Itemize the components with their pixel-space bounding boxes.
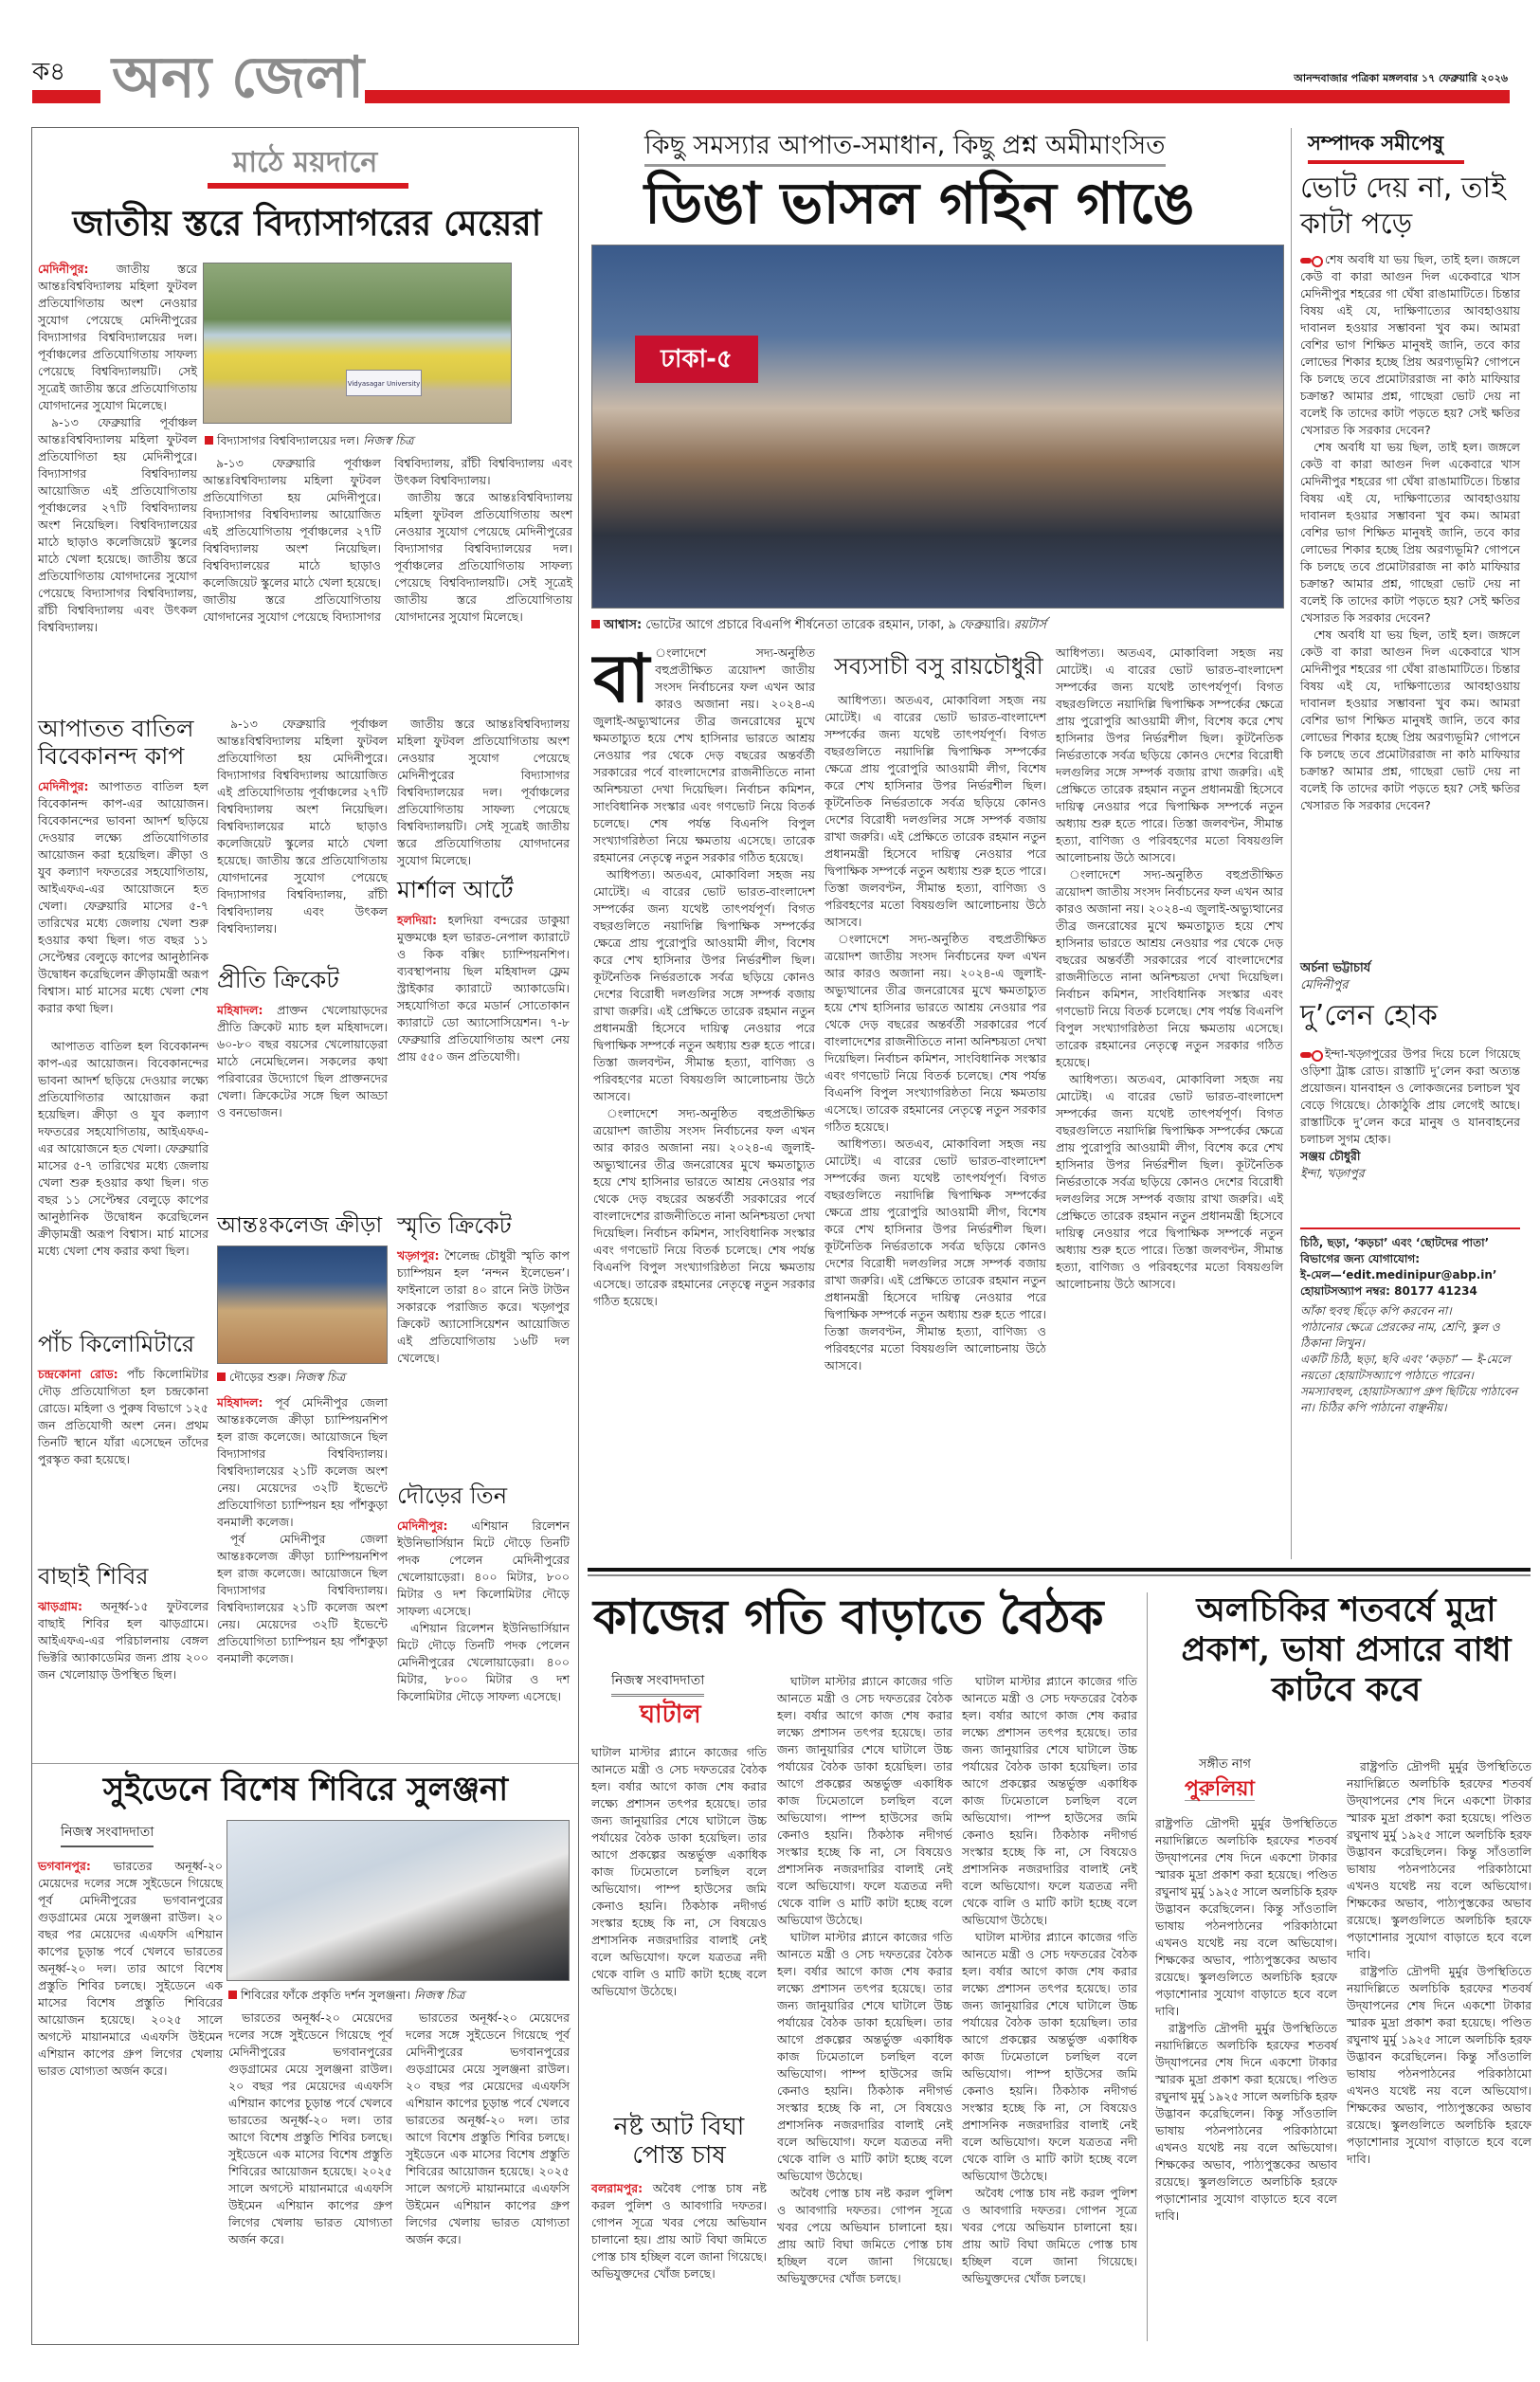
ghatal-place: ঘাটাল: [640, 1700, 701, 1729]
brief-race-three: দৌড়ের তিন মেদিনীপুর: এশিয়ান রিলেশন ইউনিভার্সিয়ান মিটে দৌড়ে তিনটি পদক পেলেন মেদিনীপুরের খেলোয়াড়েরা। ৪০০ মিটার, ৮০০ মিটার ও দশ কিলোমিটার দৌড়ে সাফল্য এসেছে। এশিয়ান রিলেশন ইউনিভার্সিয়ান মিটে দৌড়ে তিনটি পদক পেলেন মেদিনীপুরের খেলোয়াড়েরা। ৪০০ মিটার, ৮০০ মিটার ও দশ কিলোমিটার দৌড়ে সাফল্য এসেছে।: [397, 1482, 570, 1703]
olchiki-story: [1151, 1583, 1535, 2341]
double-rule: [588, 1568, 1531, 1572]
column-rule: [1147, 1592, 1148, 2341]
brief-5km: পাঁচ কিলোমিটারে চন্দ্রকোনা রোড: পাঁচ কিলোমিটার দৌড় প্রতিযোগিতা হল চন্দ্রকোনা রোডে। মহিলা ও পুরুষ বিভাগে ১২৫ জন প্রতিযোগী অংশ নেন। প্রথম তিনটি স্থানে যাঁরা এসেছেন তাঁদের পুরস্কৃত করা হয়েছে।: [38, 1331, 208, 1466]
sweden-caption: শিবিরের ফাঁকে প্রকৃতি দর্শন সুলঞ্জনা। নিজস্ব চিত্র: [228, 1988, 464, 2007]
sweden-byline: নিজস্ব সংবাদদাতা: [61, 1825, 154, 1847]
drop-cap: বা: [593, 639, 650, 718]
sweden-text: ভগবানপুর: ভারতের অনূর্ধ্ব-২০ মেয়েদের দলের সঙ্গে সুইডেনে গিয়েছে পূর্ব মেদিনীপুরের ভগবানপুরের গুড়গ্রামের মেয়ে সুলঞ্জনা রাউল। ২০ বছর পর মেয়েদের এএফসি এশিয়ান কাপের চূড়ান্ত পর্বে খেলবে ভারতের অনূর্ধ্ব-২০ দল। তার আগে বিশেষ প্রস্তুতি শিবির চলছে। সুইডেনে এক মাসের বিশেষ প্রস্তুতি শিবিরের আয়োজন হয়েছে। ২০২৫ সালে অগস্টে মায়ানমারে এএফসি উইমেন এশিয়ান কাপের গ্রুপ লিগের খেলায় ভারত যোগ্যতা অর্জন করে।: [38, 1859, 223, 2078]
main-photo: [591, 245, 1284, 609]
letter-1-text: শেষ অবধি যা ভয় ছিল, তাই হল। জঙ্গলে কেউ বা কারা আগুন দিল একেবারে খাস মেদিনীপুর শহরের গা ঘেঁষা রাঙামাটিতে। চিন্তার বিষয় এই যে, দাক্ষিণাত্যের আবহাওয়ায় দাবানল হওয়ার সম্ভাবনা খুব কম। আমরা বেশির ভাগ শিক্ষিত মানুষই জানি, তবে কার লোভের শিকার হচ্ছে প্রিয় অরণ্যভূমি? গোপনে কি চলছে তবে প্রমোটাররাজ না কাঠ মাফিয়ার চক্রান্ত? আমার প্রশ্ন, গাছেরা ভোট দেয় না বলেই কি তাদের কাটা পড়তে হয়? সেই ক্ষতির খেসারত কি সরকার দেবেন? শেষ অবধি যা ভয় ছিল, তাই হল। জঙ্গলে কেউ বা কারা আগুন দিল একেবারে খাস মেদিনীপুর শহরের গা ঘেঁষা রাঙামাটিতে। চিন্তার বিষয় এই যে, দাক্ষিণাত্যের আবহাওয়ায় দাবানল হওয়ার সম্ভাবনা খুব কম। আমরা বেশির ভাগ শিক্ষিত মানুষই জানি, তবে কার লোভের শিকার হচ্ছে প্রিয় অরণ্যভূমি? গোপনে কি চলছে তবে প্রমোটাররাজ না কাঠ মাফিয়ার চক্রান্ত? আমার প্রশ্ন, গাছেরা ভোট দেয় না বলেই কি তাদের কাটা পড়তে হয়? সেই ক্ষতির খেসারত কি সরকার দেবেন? শেষ অবধি যা ভয় ছিল, তাই হল। জঙ্গলে কেউ বা কারা আগুন দিল একেবারে খাস মেদিনীপুর শহরের গা ঘেঁষা রাঙামাটিতে। চিন্তার বিষয় এই যে, দাক্ষিণাত্যের আবহাওয়ায় দাবানল হওয়ার সম্ভাবনা খুব কম। আমরা বেশির ভাগ শিক্ষিত মানুষই জানি, তবে কার লোভের শিকার হচ্ছে প্রিয় অরণ্যভূমি? গোপনে কি চলছে তবে প্রমোটাররাজ না কাঠ মাফিয়ার চক্রান্ত? আমার প্রশ্ন, গাছেরা ভোট দেয় না বলেই কি তাদের কাটা পড়তে হয়? সেই ক্ষতির খেসারত কি সরকার দেবেন?: [1300, 252, 1520, 812]
page-number: ক৪: [32, 58, 66, 86]
brief-camp: বাছাই শিবির ঝাড়গ্রাম: অনূর্ধ্ব-১৫ ফুটবলের বাছাই শিবির হল ঝাড়গ্রামে। আইএফএ-এর পরিচালনায় বেঙ্গল ভিক্টরি অ্যাকাডেমির জন্য প্রায় ২০০ জন খেলোয়াড় উপস্থিত ছিল।: [38, 1563, 208, 1682]
brief-friendly-cricket: প্রীতি ক্রিকেট মহিষাদল: প্রাক্তন খেলোয়াড়দের প্রীতি ক্রিকেট ম্যাচ হল মহিষাদলে। ৬০-৮০ বছর বয়সের খেলোয়াড়েরা মাঠে নেমেছিলেন। সকলের কথা পরিবারের উদ্যোগে ছিল প্রাক্তনদের খেলা। ক্রিকেটের সঙ্গে ছিল আড্ডা ও বনভোজন।: [217, 966, 388, 1119]
olchiki-place: পুরুলিয়া: [1185, 1776, 1255, 1801]
masthead: [0, 0, 1540, 114]
brief-martial-arts: মার্শাল আর্টে হলদিয়া: হলদিয়া বন্দরের ডাকুয়া মুক্তমঞ্চে হল ভারত-নেপাল ক্যারাটে ও কিক বক্সিং চ্যাম্পিয়নশিপ। ব্যবস্থাপনায় ছিল মহিষাদল ফ্লেম স্ট্রাইকার ক্যারাটে অ্যাকাডেমি। সহযোগিতা করে মডার্ন সোতোকান ক্যারাটে ডো অ্যাসোসিয়েশন। ৭-৮ ফেব্রুয়ারি প্রতিযোগিতায় অংশ নেয় প্রায় ৫৫০ জন প্রতিযোগী।: [397, 876, 570, 1064]
letter-1-signature: অর্চনা ভট্টাচার্য মেদিনীপুর: [1300, 961, 1371, 992]
ghatal-col2: ঘাটাল মাস্টার প্ল্যানে কাজের গতি আনতে মন্ত্রী ও সেচ দফতরের বৈঠক হল। বর্ষার আগে কাজ শেষ করার লক্ষ্যে প্রশাসন তৎপর হয়েছে। তার জন্য জানুয়ারির শেষে ঘাটালে উচ্চ পর্যায়ের বৈঠক ডাকা হয়েছিল। তার আগে প্রকল্পের অন্তর্ভুক্ত একাধিক কাজ ঢিমেতালে চলছিল বলে অভিযোগ। পাম্প হাউসের জমি কেনাও হয়নি। ঠিকঠাক নদীগর্ভ সংস্কার হচ্ছে কি না, সে বিষয়েও প্রশাসনিক নজরদারির বালাই নেই বলে অভিযোগ। ফলে যত্রতত্র নদী থেকে বালি ও মাটি কাটা হচ্ছে বলে অভিযোগ উঠেছে। ঘাটাল মাস্টার প্ল্যানে কাজের গতি আনতে মন্ত্রী ও সেচ দফতরের বৈঠক হল। বর্ষার আগে কাজ শেষ করার লক্ষ্যে প্রশাসন তৎপর হয়েছে। তার জন্য জানুয়ারির শেষে ঘাটালে উচ্চ পর্যায়ের বৈঠক ডাকা হয়েছিল। তার আগে প্রকল্পের অন্তর্ভুক্ত একাধিক কাজ ঢিমেতালে চলছিল বলে অভিযোগ। পাম্প হাউসের জমি কেনাও হয়নি। ঠিকঠাক নদীগর্ভ সংস্কার হচ্ছে কি না, সে বিষয়েও প্রশাসনিক নজরদারির বালাই নেই বলে অভিযোগ। ফলে যত্রতত্র নদী থেকে বালি ও মাটি কাটা হচ্ছে বলে অভিযোগ উঠেছে। অবৈধ পোস্ত চাষ নষ্ট করল পুলিশ ও আবগারি দফতর। গোপন সূত্রে খবর পেয়ে অভিযান চালানো হয়। প্রায় আট বিঘা জমিতে পোস্ত চাষ হচ্ছিল বলে জানা গিয়েছে। অভিযুক্তদের খোঁজ চলছে।: [777, 1674, 952, 2285]
olchiki-byline: সঙ্গীত নাগ: [1199, 1757, 1251, 1772]
brief-intercollege: আন্তঃকলেজ ক্রীড়া দৌড়ের শুরু। নিজস্ব চিত্র মহিষাদল: পূর্ব মেদিনীপুর জেলা আন্তঃকলেজ ক্রীড়া চ্যাম্পিয়নশিপ হল রাজ কলেজে। আয়োজনে ছিল বিদ্যাসাগর বিশ্ববিদ্যালয়। বিশ্ববিদ্যালয়ের ২১টি কলেজ অংশ নেয়। মেয়েদের ৩২টি ইভেন্টে প্রতিযোগিতা চ্যাম্পিয়ন হয় পাঁশকুড়া বনমালী কলেজ। পূর্ব মেদিনীপুর জেলা আন্তঃকলেজ ক্রীড়া চ্যাম্পিয়নশিপ হল রাজ কলেজে। আয়োজনে ছিল বিদ্যাসাগর বিশ্ববিদ্যালয়। বিশ্ববিদ্যালয়ের ২১টি কলেজ অংশ নেয়। মেয়েদের ৩২টি ইভেন্টে প্রতিযোগিতা চ্যাম্পিয়ন হয় পাঁশকুড়া বনমালী কলেজ।: [217, 1213, 388, 1666]
main-col3: আধিপত্য। অতএব, মোকাবিলা সহজ নয় মোটেই। এ বারের ভোট ভারত-বাংলাদেশ সম্পর্কের জন্য যথেষ্ট তাৎপর্যপূর্ণ। বিগত বছরগুলিতে নয়াদিল্লি দ্বিপাক্ষিক সম্পর্কের ক্ষেত্রে প্রায় পুরোপুরি আওয়ামী লীগ, বিশেষ করে শেখ হাসিনার উপর নির্ভরশীল ছিল। কূটনৈতিক নির্ভরতাকে সর্বত্র ছড়িয়ে কোনও দেশের বিরোধী দলগুলির সঙ্গে সম্পর্ক বজায় রাখা জরুরি। এই প্রেক্ষিতে তারেক রহমান নতুন প্রধানমন্ত্রী হিসেবে দায়িত্ব নেওয়ার পরে দ্বিপাক্ষিক সম্পর্কে নতুন অধ্যায় শুরু হতে পারে। তিস্তা জলবণ্টন, সীমান্ত হত্যা, বাণিজ্য ও পরিবহণের মতো বিষয়গুলি আলোচনায় উঠে আসবে। ংলাদেশে সদ্য-অনুষ্ঠিত বহুপ্রতীক্ষিত ত্রয়োদশ জাতীয় সংসদ নির্বাচনের ফল এখন আর কারও অজানা নয়। ২০২৪-এ জুলাই-অভ্যুত্থানের তীব্র জনরোষের মুখে ক্ষমতাচ্যুত হয়ে শেখ হাসিনার ভারতে আশ্রয় নেওয়ার পর থেকে দেড় বছরের অন্তর্বর্তী সরকারের পর্বে বাংলাদেশের রাজনীতিতে নানা অনিশ্চয়তা দেখা দিয়েছিল। নির্বাচন কমিশন, সাংবিধানিক সংস্কার এবং গণভোট নিয়ে বিতর্ক চলেছে। শেষ পর্যন্ত বিএনপি বিপুল সংখ্যাগরিষ্ঠতা নিয়ে ক্ষমতায় এসেছে। তারেক রহমানের নেতৃত্বে নতুন সরকার গঠিত হয়েছে। আধিপত্য। অতএব, মোকাবিলা সহজ নয় মোটেই। এ বারের ভোট ভারত-বাংলাদেশ সম্পর্কের জন্য যথেষ্ট তাৎপর্যপূর্ণ। বিগত বছরগুলিতে নয়াদিল্লি দ্বিপাক্ষিক সম্পর্কের ক্ষেত্রে প্রায় পুরোপুরি আওয়ামী লীগ, বিশেষ করে শেখ হাসিনার উপর নির্ভরশীল ছিল। কূটনৈতিক নির্ভরতাকে সর্বত্র ছড়িয়ে কোনও দেশের বিরোধী দলগুলির সঙ্গে সম্পর্ক বজায় রাখা জরুরি। এই প্রেক্ষিতে তারেক রহমান নতুন প্রধানমন্ত্রী হিসেবে দায়িত্ব নেওয়ার পরে দ্বিপাক্ষিক সম্পর্কে নতুন অধ্যায় শুরু হতে পারে। তিস্তা জলবণ্টন, সীমান্ত হত্যা, বাণিজ্য ও পরিবহণের মতো বিষয়গুলি আলোচনায় উঠে আসবে।: [1056, 646, 1283, 1291]
letters-section-title: সম্পাদক সমীপেষু: [1308, 132, 1444, 155]
ghatal-col3: ঘাটাল মাস্টার প্ল্যানে কাজের গতি আনতে মন্ত্রী ও সেচ দফতরের বৈঠক হল। বর্ষার আগে কাজ শেষ করার লক্ষ্যে প্রশাসন তৎপর হয়েছে। তার জন্য জানুয়ারির শেষে ঘাটালে উচ্চ পর্যায়ের বৈঠক ডাকা হয়েছিল। তার আগে প্রকল্পের অন্তর্ভুক্ত একাধিক কাজ ঢিমেতালে চলছিল বলে অভিযোগ। পাম্প হাউসের জমি কেনাও হয়নি। ঠিকঠাক নদীগর্ভ সংস্কার হচ্ছে কি না, সে বিষয়েও প্রশাসনিক নজরদারির বালাই নেই বলে অভিযোগ। ফলে যত্রতত্র নদী থেকে বালি ও মাটি কাটা হচ্ছে বলে অভিযোগ উঠেছে। ঘাটাল মাস্টার প্ল্যানে কাজের গতি আনতে মন্ত্রী ও সেচ দফতরের বৈঠক হল। বর্ষার আগে কাজ শেষ করার লক্ষ্যে প্রশাসন তৎপর হয়েছে। তার জন্য জানুয়ারির শেষে ঘাটালে উচ্চ পর্যায়ের বৈঠক ডাকা হয়েছিল। তার আগে প্রকল্পের অন্তর্ভুক্ত একাধিক কাজ ঢিমেতালে চলছিল বলে অভিযোগ। পাম্প হাউসের জমি কেনাও হয়নি। ঠিকঠাক নদীগর্ভ সংস্কার হচ্ছে কি না, সে বিষয়েও প্রশাসনিক নজরদারির বালাই নেই বলে অভিযোগ। ফলে যত্রতত্র নদী থেকে বালি ও মাটি কাটা হচ্ছে বলে অভিযোগ উঠেছে। অবৈধ পোস্ত চাষ নষ্ট করল পুলিশ ও আবগারি দফতর। গোপন সূত্রে খবর পেয়ে অভিযান চালানো হয়। প্রায় আট বিঘা জমিতে পোস্ত চাষ হচ্ছিল বলে জানা গিয়েছে। অভিযুক্তদের খোঁজ চলছে।: [962, 1674, 1137, 2285]
contact-email[interactable]: ই-মেল—‘edit.medinipur@abp.in’: [1300, 1268, 1497, 1282]
letters-rule: [1291, 128, 1292, 1559]
main-caption: আশ্বাস: ভোটের আগে প্রচারে বিএনপি শীর্ষনেতা তারেক রহমান, ঢাকা, ৯ ফেব্রুয়ারি। রয়টার্স: [591, 616, 1046, 636]
section-title: অন্য জেলা: [112, 45, 365, 111]
main-col2: আধিপত্য। অতএব, মোকাবিলা সহজ নয় মোটেই। এ বারের ভোট ভারত-বাংলাদেশ সম্পর্কের জন্য যথেষ্ট তাৎপর্যপূর্ণ। বিগত বছরগুলিতে নয়াদিল্লি দ্বিপাক্ষিক সম্পর্কের ক্ষেত্রে প্রায় পুরোপুরি আওয়ামী লীগ, বিশেষ করে শেখ হাসিনার উপর নির্ভরশীল ছিল। কূটনৈতিক নির্ভরতাকে সর্বত্র ছড়িয়ে কোনও দেশের বিরোধী দলগুলির সঙ্গে সম্পর্ক বজায় রাখা জরুরি। এই প্রেক্ষিতে তারেক রহমান নতুন প্রধানমন্ত্রী হিসেবে দায়িত্ব নেওয়ার পরে দ্বিপাক্ষিক সম্পর্কে নতুন অধ্যায় শুরু হতে পারে। তিস্তা জলবণ্টন, সীমান্ত হত্যা, বাণিজ্য ও পরিবহণের মতো বিষয়গুলি আলোচনায় উঠে আসবে। ংলাদেশে সদ্য-অনুষ্ঠিত বহুপ্রতীক্ষিত ত্রয়োদশ জাতীয় সংসদ নির্বাচনের ফল এখন আর কারও অজানা নয়। ২০২৪-এ জুলাই-অভ্যুত্থানের তীব্র জনরোষের মুখে ক্ষমতাচ্যুত হয়ে শেখ হাসিনার ভারতে আশ্রয় নেওয়ার পর থেকে দেড় বছরের অন্তর্বর্তী সরকারের পর্বে বাংলাদেশের রাজনীতিতে নানা অনিশ্চয়তা দেখা দিয়েছিল। নির্বাচন কমিশন, সাংবিধানিক সংস্কার এবং গণভোট নিয়ে বিতর্ক চলেছে। শেষ পর্যন্ত বিএনপি বিপুল সংখ্যাগরিষ্ঠতা নিয়ে ক্ষমতায় এসেছে। তারেক রহমানের নেতৃত্বে নতুন সরকার গঠিত হয়েছে। আধিপত্য। অতএব, মোকাবিলা সহজ নয় মোটেই। এ বারের ভোট ভারত-বাংলাদেশ সম্পর্কের জন্য যথেষ্ট তাৎপর্যপূর্ণ। বিগত বছরগুলিতে নয়াদিল্লি দ্বিপাক্ষিক সম্পর্কের ক্ষেত্রে প্রায় পুরোপুরি আওয়ামী লীগ, বিশেষ করে শেখ হাসিনার উপর নির্ভরশীল ছিল। কূটনৈতিক নির্ভরতাকে সর্বত্র ছড়িয়ে কোনও দেশের বিরোধী দলগুলির সঙ্গে সম্পর্ক বজায় রাখা জরুরি। এই প্রেক্ষিতে তারেক রহমান নতুন প্রধানমন্ত্রী হিসেবে দায়িত্ব নেওয়ার পরে দ্বিপাক্ষিক সম্পর্কে নতুন অধ্যায় শুরু হতে পারে। তিস্তা জলবণ্টন, সীমান্ত হত্যা, বাণিজ্য ও পরিবহণের মতো বিষয়গুলি আলোচনায় উঠে আসবে।: [824, 693, 1046, 1373]
contact-whatsapp: হোয়াটসঅ্যাপ নম্বর: 80177 41234: [1300, 1284, 1477, 1298]
brief-memorial-cricket: স্মৃতি ক্রিকেট খড়্গপুর: শৈলেন্দ্র চৌধুরী স্মৃতি কাপ চ্যাম্পিয়ন হল ‘নন্দন ইলেভেন’। ফাইনালে তারা ৪০ রানে নিউ টাউন সকারকে পরাজিত করে। খড়্গপুর ক্রিকেট অ্যাসোসিয়েশন আয়োজিত এই প্রতিযোগিতায় ১৬টি দল খেলেছে।: [397, 1212, 571, 1365]
red-bar-left: [32, 90, 100, 103]
divider: [32, 1763, 578, 1764]
letter-2-text: ইন্দা-খড়্গপুরের উপর দিয়ে চলে গিয়েছে ওড়িশা ট্রাঙ্ক রোড। রাস্তাটি দু’লেন করা অত্যন্ত প্রয়োজন। যানবাহন ও লোকজনের চলাচল খুব বেড়ে গিয়েছে। ঠোকাঠুকি প্রায় লেগেই আছে। রাস্তাটিকে দু’লেন করে মানুষ ও যানবাহনের চলাচল সুগম হোক। সঞ্জয় চৌধুরী ইন্দা, খড়্গপুর: [1300, 1046, 1520, 1180]
main-story: [588, 123, 1287, 1564]
kicker: কিছু সমস্যার আপাত-সমাধান, কিছু প্রশ্ন অমীমাংসিত: [644, 131, 1166, 167]
vivekananda-cont: আপাতত বাতিল হল বিবেকানন্দ কাপ-এর আয়োজন। বিবেকানন্দের ভাবনা আদর্শ ছড়িয়ে দেওয়ার লক্ষ্যে প্রতিযোগিতার আয়োজন করা হয়েছিল। ক্রীড়া ও যুব কল্যাণ দফতরের সহযোগিতায়, আইএফএ-এর আয়োজনে হত খেলা। ফেব্রুয়ারি মাসের ৫-৭ তারিখের মধ্যে জেলায় খেলা শুরু হওয়ার কথা ছিল। গত বছর ১১ সেপ্টেম্বর বেলুড়ে কাপের আনুষ্ঠানিক উদ্বোধন করেছিলেন ক্রীড়ামন্ত্রী অরূপ বিশ্বাস। মার্চ মাসের মধ্যে খেলা শেষ করার কথা ছিল।: [38, 1039, 208, 1258]
main-headline: ডিঙা ভাসল গহিন গাঙে: [644, 171, 1195, 237]
olchiki-headline: অলচিকির শতবর্ষে মুদ্রা প্রকাশ, ভাষা প্রসারে বাধা কাটবে কবে: [1181, 1591, 1512, 1709]
ghatal-story: [588, 1583, 1142, 2341]
letter-arrow-icon: [1300, 1050, 1321, 1060]
double-rule-2: [588, 1574, 1531, 1576]
main-col1: বা ংলাদেশে সদ্য-অনুষ্ঠিত বহুপ্রতীক্ষিত ত্রয়োদশ জাতীয় সংসদ নির্বাচনের ফল এখন আর কারও অজানা নয়। ২০২৪-এ জুলাই-অভ্যুত্থানের তীব্র জনরোষের মুখে ক্ষমতাচ্যুত হয়ে শেখ হাসিনার ভারতে আশ্রয় নেওয়ার পর থেকে দেড় বছরের অন্তর্বর্তী সরকারের পর্বে বাংলাদেশের রাজনীতিতে নানা অনিশ্চয়তা দেখা দিয়েছিল। নির্বাচন কমিশন, সাংবিধানিক সংস্কার এবং গণভোট নিয়ে বিতর্ক চলেছে। শেষ পর্যন্ত বিএনপি বিপুল সংখ্যাগরিষ্ঠতা নিয়ে ক্ষমতায় এসেছে। তারেক রহমানের নেতৃত্বে নতুন সরকার গঠিত হয়েছে। আধিপত্য। অতএব, মোকাবিলা সহজ নয় মোটেই। এ বারের ভোট ভারত-বাংলাদেশ সম্পর্কের জন্য যথেষ্ট তাৎপর্যপূর্ণ। বিগত বছরগুলিতে নয়াদিল্লি দ্বিপাক্ষিক সম্পর্কের ক্ষেত্রে প্রায় পুরোপুরি আওয়ামী লীগ, বিশেষ করে শেখ হাসিনার উপর নির্ভরশীল ছিল। কূটনৈতিক নির্ভরতাকে সর্বত্র ছড়িয়ে কোনও দেশের বিরোধী দলগুলির সঙ্গে সম্পর্ক বজায় রাখা জরুরি। এই প্রেক্ষিতে তারেক রহমান নতুন প্রধানমন্ত্রী হিসেবে দায়িত্ব নেওয়ার পরে দ্বিপাক্ষিক সম্পর্কে নতুন অধ্যায় শুরু হতে পারে। তিস্তা জলবণ্টন, সীমান্ত হত্যা, বাণিজ্য ও পরিবহণের মতো বিষয়গুলি আলোচনায় উঠে আসবে। ংলাদেশে সদ্য-অনুষ্ঠিত বহুপ্রতীক্ষিত ত্রয়োদশ জাতীয় সংসদ নির্বাচনের ফল এখন আর কারও অজানা নয়। ২০২৪-এ জুলাই-অভ্যুত্থানের তীব্র জনরোষের মুখে ক্ষমতাচ্যুত হয়ে শেখ হাসিনার ভারতে আশ্রয় নেওয়ার পর থেকে দেড় বছরের অন্তর্বর্তী সরকারের পর্বে বাংলাদেশের রাজনীতিতে নানা অনিশ্চয়তা দেখা দিয়েছিল। নির্বাচন কমিশন, সাংবিধানিক সংস্কার এবং গণভোট নিয়ে বিতর্ক চলেছে। শেষ পর্যন্ত বিএনপি বিপুল সংখ্যাগরিষ্ঠতা নিয়ে ক্ষমতায় এসেছে। তারেক রহমানের নেতৃত্বে নতুন সরকার গঠিত হয়েছে।: [593, 639, 815, 1308]
red-bar-right: [365, 90, 1510, 103]
race-photo: [217, 1246, 388, 1364]
sweden-photo: [226, 1820, 570, 1981]
section-underline: [208, 183, 408, 189]
team-photo: [203, 263, 512, 424]
banner: Vidyasagar University: [346, 370, 422, 396]
dateline: আনন্দবাজার পত্রিকা মঙ্গলবার ১৭ ফেব্রুয়ারি ২০২৬: [1294, 72, 1508, 84]
sweden-headline: সুইডেনে বিশেষ শিবিরে সুলঞ্জনা: [102, 1771, 509, 1809]
poppy-story: নষ্ট আট বিঘা পোস্ত চাষ বলরামপুর: অবৈধ পোস্ত চাষ নষ্ট করল পুলিশ ও আবগারি দফতর। গোপন সূত্রে খবর পেয়ে অভিযান চালানো হয়। প্রায় আট বিঘা জমিতে পোস্ত চাষ হচ্ছিল বলে জানা গিয়েছে। অভিযুক্তদের খোঁজ চলছে।: [591, 2113, 767, 2281]
ghatal-byline: নিজস্ব সংবাদদাতা: [611, 1673, 704, 1697]
lead-text-col1: মেদিনীপুর: জাতীয় স্তরে আন্তঃবিশ্ববিদ্যালয় মহিলা ফুটবল প্রতিযোগিতায় অংশ নেওয়ার সুযোগ পেয়েছে মেদিনীপুরের বিদ্যাসাগর বিশ্ববিদ্যালয়ের দল। পূর্বাঞ্চলের প্রতিযোগিতায় সাফল্য পেয়েছে বিশ্ববিদ্যালয়টি। সেই সূত্রেই জাতীয় স্তরে প্রতিযোগিতায় যোগদানের সুযোগ মিলেছে। ৯-১৩ ফেব্রুয়ারি পূর্বাঞ্চল আন্তঃবিশ্ববিদ্যালয় মহিলা ফুটবল প্রতিযোগিতা হয় মেদিনীপুরে। বিদ্যাসাগর বিশ্ববিদ্যালয় আয়োজিত এই প্রতিযোগিতায় পূর্বাঞ্চলের ২৭টি বিশ্ববিদ্যালয় অংশ নিয়েছিল। বিশ্ববিদ্যালয়ের মাঠে ছাড়াও কলেজিয়েট স্কুলের মাঠে খেলা হয়েছে। জাতীয় স্তরে প্রতিযোগিতায় যোগদানের সুযোগ পেয়েছে বিদ্যাসাগর বিশ্ববিদ্যালয়, রাঁচী বিশ্ববিদ্যালয় এবং উৎকল বিশ্ববিদ্যালয়।: [38, 262, 197, 634]
letter-arrow-icon: [1300, 256, 1321, 265]
sports-section-title: মাঠে ময়দানে: [232, 146, 378, 179]
olchiki-col2: রাষ্ট্রপতি দ্রৌপদী মুর্মুর উপস্থিতিতে নয়াদিল্লিতে অলচিকি হরফের শতবর্ষ উদ্‌যাপনের শেষ দিনে একশো টাকার স্মারক মুদ্রা প্রকাশ করা হয়েছে। পণ্ডিত রঘুনাথ মুর্মু ১৯২৫ সালে অলচিকি হরফ উদ্ভাবন করেছিলেন। কিন্তু সাঁওতালি ভাষায় পঠনপাঠনের পরিকাঠামো এখনও যথেষ্ট নয় বলে অভিযোগ। শিক্ষকের অভাব, পাঠ্যপুস্তকের অভাব রয়েছে। স্কুলগুলিতে অলচিকি হরফে পড়াশোনার সুযোগ বাড়াতে হবে বলে দাবি। রাষ্ট্রপতি দ্রৌপদী মুর্মুর উপস্থিতিতে নয়াদিল্লিতে অলচিকি হরফের শতবর্ষ উদ্‌যাপনের শেষ দিনে একশো টাকার স্মারক মুদ্রা প্রকাশ করা হয়েছে। পণ্ডিত রঘুনাথ মুর্মু ১৯২৫ সালে অলচিকি হরফ উদ্ভাবন করেছিলেন। কিন্তু সাঁওতালি ভাষায় পঠনপাঠনের পরিকাঠামো এখনও যথেষ্ট নয় বলে অভিযোগ। শিক্ষকের অভাব, পাঠ্যপুস্তকের অভাব রয়েছে। স্কুলগুলিতে অলচিকি হরফে পড়াশোনার সুযোগ বাড়াতে হবে বলে দাবি।: [1347, 1759, 1531, 2166]
team-photo-caption: বিদ্যাসাগর বিশ্ববিদ্যালয়ের দল। নিজস্ব চিত্র: [205, 433, 414, 452]
lead-text-cols: ৯-১৩ ফেব্রুয়ারি পূর্বাঞ্চল আন্তঃবিশ্ববিদ্যালয় মহিলা ফুটবল প্রতিযোগিতা হয় মেদিনীপুরে। বিদ্যাসাগর বিশ্ববিদ্যালয় আয়োজিত এই প্রতিযোগিতায় পূর্বাঞ্চলের ২৭টি বিশ্ববিদ্যালয় অংশ নিয়েছিল। বিশ্ববিদ্যালয়ের মাঠে ছাড়াও কলেজিয়েট স্কুলের মাঠে খেলা হয়েছে। জাতীয় স্তরে প্রতিযোগিতায় যোগদানের সুযোগ পেয়েছে বিদ্যাসাগর বিশ্ববিদ্যালয়, রাঁচী বিশ্ববিদ্যালয় এবং উৎকল বিশ্ববিদ্যালয়। জাতীয় স্তরে আন্তঃবিশ্ববিদ্যালয় মহিলা ফুটবল প্রতিযোগিতায় অংশ নেওয়ার সুযোগ পেয়েছে মেদিনীপুরের বিদ্যাসাগর বিশ্ববিদ্যালয়ের দল। পূর্বাঞ্চলের প্রতিযোগিতায় সাফল্য পেয়েছে বিশ্ববিদ্যালয়টি। সেই সূত্রেই জাতীয় স্তরে প্রতিযোগিতায় যোগদানের সুযোগ মিলেছে।: [203, 456, 572, 624]
olchiki-col1: রাষ্ট্রপতি দ্রৌপদী মুর্মুর উপস্থিতিতে নয়াদিল্লিতে অলচিকি হরফের শতবর্ষ উদ্‌যাপনের শেষ দিনে একশো টাকার স্মারক মুদ্রা প্রকাশ করা হয়েছে। পণ্ডিত রঘুনাথ মুর্মু ১৯২৫ সালে অলচিকি হরফ উদ্ভাবন করেছিলেন। কিন্তু সাঁওতালি ভাষায় পঠনপাঠনের পরিকাঠামো এখনও যথেষ্ট নয় বলে অভিযোগ। শিক্ষকের অভাব, পাঠ্যপুস্তকের অভাব রয়েছে। স্কুলগুলিতে অলচিকি হরফে পড়াশোনার সুযোগ বাড়াতে হবে বলে দাবি। রাষ্ট্রপতি দ্রৌপদী মুর্মুর উপস্থিতিতে নয়াদিল্লিতে অলচিকি হরফের শতবর্ষ উদ্‌যাপনের শেষ দিনে একশো টাকার স্মারক মুদ্রা প্রকাশ করা হয়েছে। পণ্ডিত রঘুনাথ মুর্মু ১৯২৫ সালে অলচিকি হরফ উদ্ভাবন করেছিলেন। কিন্তু সাঁওতালি ভাষায় পঠনপাঠনের পরিকাঠামো এখনও যথেষ্ট নয় বলে অভিযোগ। শিক্ষকের অভাব, পাঠ্যপুস্তকের অভাব রয়েছে। স্কুলগুলিতে অলচিকি হরফে পড়াশোনার সুযোগ বাড়াতে হবে বলে দাবি।: [1155, 1816, 1337, 2223]
byline: সব্যসাচী বসু রায়চৌধুরী: [834, 653, 1043, 680]
letter-2-headline: দু’লেন হোক: [1300, 999, 1438, 1032]
ghatal-col1: ঘাটাল মাস্টার প্ল্যানে কাজের গতি আনতে মন্ত্রী ও সেচ দফতরের বৈঠক হল। বর্ষার আগে কাজ শেষ করার লক্ষ্যে প্রশাসন তৎপর হয়েছে। তার জন্য জানুয়ারির শেষে ঘাটালে উচ্চ পর্যায়ের বৈঠক ডাকা হয়েছিল। তার আগে প্রকল্পের অন্তর্ভুক্ত একাধিক কাজ ঢিমেতালে চলছিল বলে অভিযোগ। পাম্প হাউসের জমি কেনাও হয়নি। ঠিকঠাক নদীগর্ভ সংস্কার হচ্ছে কি না, সে বিষয়েও প্রশাসনিক নজরদারির বালাই নেই বলে অভিযোগ। ফলে যত্রতত্র নদী থেকে বালি ও মাটি কাটা হচ্ছে বলে অভিযোগ উঠেছে।: [591, 1745, 767, 1998]
col3-cont: জাতীয় স্তরে আন্তঃবিশ্ববিদ্যালয় মহিলা ফুটবল প্রতিযোগিতায় অংশ নেওয়ার সুযোগ পেয়েছে মেদিনীপুরের বিদ্যাসাগর বিশ্ববিদ্যালয়ের দল। পূর্বাঞ্চলের প্রতিযোগিতায় সাফল্য পেয়েছে বিশ্ববিদ্যালয়টি। সেই সূত্রেই জাতীয় স্তরে প্রতিযোগিতায় যোগদানের সুযোগ মিলেছে।: [397, 717, 570, 867]
sweden-text-cols: ভারতের অনূর্ধ্ব-২০ মেয়েদের দলের সঙ্গে সুইডেনে গিয়েছে পূর্ব মেদিনীপুরের ভগবানপুরের গুড়গ্রামের মেয়ে সুলঞ্জনা রাউল। ২০ বছর পর মেয়েদের এএফসি এশিয়ান কাপের চূড়ান্ত পর্বে খেলবে ভারতের অনূর্ধ্ব-২০ দল। তার আগে বিশেষ প্রস্তুতি শিবির চলছে। সুইডেনে এক মাসের বিশেষ প্রস্তুতি শিবিরের আয়োজন হয়েছে। ২০২৫ সালে অগস্টে মায়ানমারে এএফসি উইমেন এশিয়ান কাপের গ্রুপ লিগের খেলায় ভারত যোগ্যতা অর্জন করে। ভারতের অনূর্ধ্ব-২০ মেয়েদের দলের সঙ্গে সুইডেনে গিয়েছে পূর্ব মেদিনীপুরের ভগবানপুরের গুড়গ্রামের মেয়ে সুলঞ্জনা রাউল। ২০ বছর পর মেয়েদের এএফসি এশিয়ান কাপের চূড়ান্ত পর্বে খেলবে ভারতের অনূর্ধ্ব-২০ দল। তার আগে বিশেষ প্রস্তুতি শিবির চলছে। সুইডেনে এক মাসের বিশেষ প্রস্তুতি শিবিরের আয়োজন হয়েছে। ২০২৫ সালে অগস্টে মায়ানমারে এএফসি উইমেন এশিয়ান কাপের গ্রুপ লিগের খেলায় ভারত যোগ্যতা অর্জন করে।: [228, 2010, 570, 2246]
contact-box: চিঠি, ছড়া, ‘কড়চা’ এবং ‘ছোটদের পাতা’ বিভাগের জন্য যোগাযোগ: ই-মেল—‘edit.medinipur@abp.in’ হোয়াটসঅ্যাপ নম্বর: 80177 41234 আঁকা হুবহু ছিঁড়ে কপি করবেন না। পাঠানোর ক্ষেত্রে প্রেরকের নাম, শ্রেণি, স্কুল ও ঠিকানা লিখুন। একটি চিঠি, ছড়া, ছবি এবং ‘কড়চা’ — ই-মেলে নয়তো হোয়াটসঅ্যাপে পাঠাতে পারেন। সমস্যাবহুল, হোয়াটসঅ্যাপ গ্রুপ ছিটিয়ে পাঠাবেন না। চিঠির কপি পাঠানো বাঞ্ছনীয়।: [1300, 1227, 1520, 1416]
letters-underline: [1308, 160, 1464, 164]
campaign-sign: ঢাকা-৫: [635, 336, 758, 383]
ghatal-headline: কাজের গতি বাড়াতে বৈঠক: [593, 1589, 1104, 1645]
letter-1-headline: ভোট দেয় না, তাই কাটা পড়ে: [1300, 172, 1506, 241]
letters-column: [1300, 128, 1532, 1559]
col2-cont: ৯-১৩ ফেব্রুয়ারি পূর্বাঞ্চল আন্তঃবিশ্ববিদ্যালয় মহিলা ফুটবল প্রতিযোগিতা হয় মেদিনীপুরে। বিদ্যাসাগর বিশ্ববিদ্যালয় আয়োজিত এই প্রতিযোগিতায় পূর্বাঞ্চলের ২৭টি বিশ্ববিদ্যালয় অংশ নিয়েছিল। বিশ্ববিদ্যালয়ের মাঠে ছাড়াও কলেজিয়েট স্কুলের মাঠে খেলা হয়েছে। জাতীয় স্তরে প্রতিযোগিতায় যোগদানের সুযোগ পেয়েছে বিদ্যাসাগর বিশ্ববিদ্যালয়, রাঁচী বিশ্ববিদ্যালয় এবং উৎকল বিশ্ববিদ্যালয়।: [217, 717, 388, 936]
brief-vivekananda: আপাতত বাতিল বিবেকানন্দ কাপ মেদিনীপুর: আপাতত বাতিল হল বিবেকানন্দ কাপ-এর আয়োজন। বিবেকানন্দের ভাবনা আদর্শ ছড়িয়ে দেওয়ার লক্ষ্যে প্রতিযোগিতার আয়োজন করা হয়েছিল। ক্রীড়া ও যুব কল্যাণ দফতরের সহযোগিতায়, আইএফএ-এর আয়োজনে হত খেলা। ফেব্রুয়ারি মাসের ৫-৭ তারিখের মধ্যে জেলায় খেলা শুরু হওয়ার কথা ছিল। গত বছর ১১ সেপ্টেম্বর বেলুড়ে কাপের আনুষ্ঠানিক উদ্বোধন করেছিলেন ক্রীড়ামন্ত্রী অরূপ বিশ্বাস। মার্চ মাসের মধ্যে খেলা শেষ করার কথা ছিল।: [38, 715, 208, 1015]
sports-box: [31, 127, 579, 2345]
lead-headline: জাতীয় স্তরে বিদ্যাসাগরের মেয়েরা: [72, 202, 542, 244]
